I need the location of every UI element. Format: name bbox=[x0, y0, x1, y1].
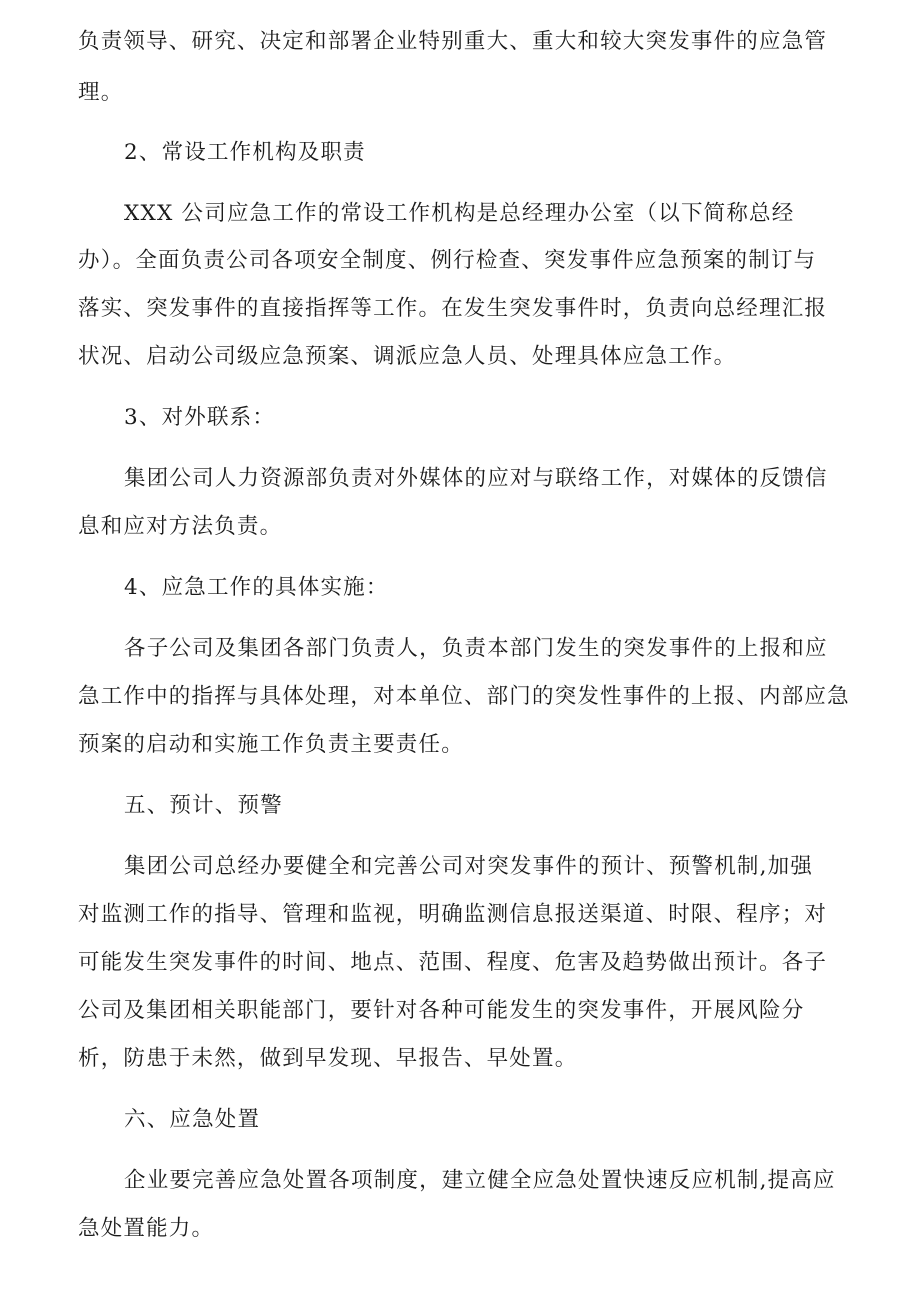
paragraph-line: 急处置能力。 bbox=[78, 1216, 215, 1241]
paragraph-line: 对监测工作的指导、管理和监视，明确监测信息报送渠道、时限、程序；对 bbox=[78, 902, 828, 927]
paragraph-line: 企业要完善应急处置各项制度，建立健全应急处置快速反应机制,提高应 bbox=[124, 1168, 836, 1193]
paragraph-line: XXX 公司应急工作的常设工作机构是总经理办公室（以下简称总经 bbox=[124, 201, 795, 226]
paragraph-line: 息和应对方法负责。 bbox=[78, 514, 283, 539]
paragraph-line: 可能发生突发事件的时间、地点、范围、程度、危害及趋势做出预计。各子 bbox=[78, 950, 828, 975]
paragraph-line: 理。 bbox=[78, 80, 124, 105]
paragraph-line: 集团公司总经办要健全和完善公司对突发事件的预计、预警机制,加强 bbox=[124, 854, 814, 879]
paragraph-line: 集团公司人力资源部负责对外媒体的应对与联络工作，对媒体的反馈信 bbox=[124, 466, 828, 491]
paragraph-line: 各子公司及集团各部门负责人，负责本部门发生的突发事件的上报和应 bbox=[124, 636, 828, 661]
paragraph-line: 公司及集团相关职能部门，要针对各种可能发生的突发事件，开展风险分 bbox=[78, 998, 805, 1023]
section-heading: 3、对外联系： bbox=[124, 405, 276, 430]
section-heading: 2、常设工作机构及职责 bbox=[124, 140, 366, 165]
paragraph-line: 状况、启动公司级应急预案、调派应急人员、处理具体应急工作。 bbox=[78, 344, 737, 369]
paragraph-line: 负责领导、研究、决定和部署企业特别重大、重大和较大突发事件的应急管 bbox=[78, 29, 828, 54]
section-heading: 六、应急处置 bbox=[124, 1107, 261, 1132]
paragraph-line: 急工作中的指挥与具体处理，对本单位、部门的突发性事件的上报、内部应急 bbox=[78, 684, 850, 709]
paragraph-line: 析，防患于未然，做到早发现、早报告、早处置。 bbox=[78, 1046, 578, 1071]
section-heading: 4、应急工作的具体实施： bbox=[124, 575, 389, 600]
paragraph-line: 办）。全面负责公司各项安全制度、例行检查、突发事件应急预案的制订与 bbox=[78, 248, 817, 273]
paragraph-line: 预案的启动和实施工作负责主要责任。 bbox=[78, 732, 464, 757]
section-heading: 五、预计、预警 bbox=[124, 793, 283, 818]
paragraph-line: 落实、突发事件的直接指挥等工作。在发生突发事件时，负责向总经理汇报 bbox=[78, 296, 828, 321]
